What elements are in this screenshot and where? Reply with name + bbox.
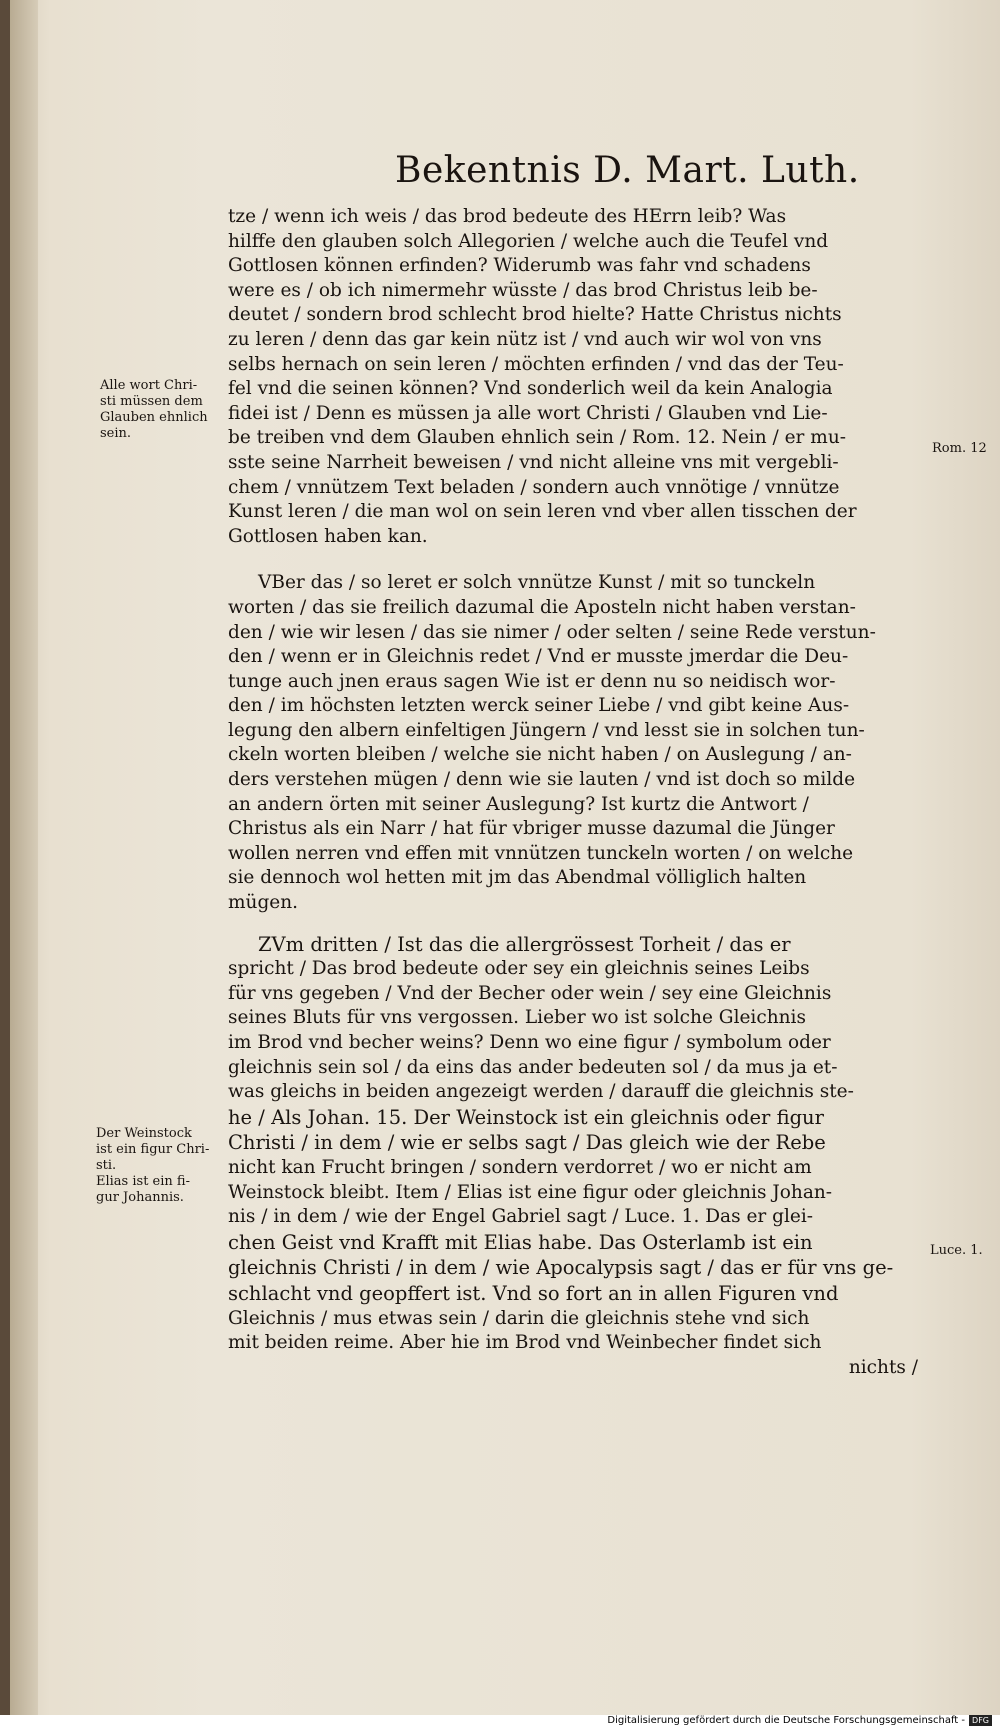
text-line: zu leren / denn das gar kein nütz ist / vnd auch wir wol von vns bbox=[228, 328, 822, 350]
text-line: für vns gegeben / Vnd der Becher oder wein / sey eine Gleichnis bbox=[228, 982, 832, 1004]
text-line: Gottlosen können erfinden? Widerumb was fahr vnd schadens bbox=[228, 255, 811, 277]
text-line: ZVm dritten / Ist das die allergrössest Torheit / das er bbox=[258, 932, 791, 956]
marginal-note-line: Glauben ehnlich bbox=[100, 410, 208, 425]
text-line: legung den albern einfeltigen Jüngern / vnd lesst sie in solchen tun- bbox=[228, 719, 865, 741]
text-line: chen Geist vnd Krafft mit Elias habe. Das Osterlamb ist ein bbox=[228, 1230, 813, 1254]
text-line: sste seine Narrheit beweisen / vnd nicht alleine vns mit vergebli- bbox=[228, 451, 839, 473]
text-line: deutet / sondern brod schlecht brod hielte? Hatte Christus nichts bbox=[228, 304, 842, 326]
paragraph-gap bbox=[228, 549, 928, 571]
body-text bbox=[228, 205, 928, 1380]
text-line: mit beiden reime. Aber hie im Brod vnd Weinbecher findet sich bbox=[228, 1332, 822, 1354]
marginal-note-line: gur Johannis. bbox=[96, 1190, 184, 1205]
text-line: tunge auch jnen eraus sagen Wie ist er denn nu so neidisch wor- bbox=[228, 670, 836, 692]
text-line: he / Als Johan. 15. Der Weinstock ist ein gleichnis oder figur bbox=[228, 1105, 824, 1129]
text-line: were es / ob ich nimermehr wüsste / das brod Christus leib be- bbox=[228, 279, 818, 301]
text-line: gleichnis sein sol / da eins das ander bedeuten sol / da mus ja et- bbox=[228, 1056, 838, 1078]
text-line: wollen nerren vnd effen mit vnnützen tunckeln worten / on welche bbox=[228, 842, 854, 864]
text-line: Weinstock bleibt. Item / Elias ist eine figur oder gleichnis Johan- bbox=[228, 1181, 833, 1203]
text-line: nichts / bbox=[848, 1356, 918, 1378]
text-line: Christi / in dem / wie er selbs sagt / Das gleich wie der Rebe bbox=[228, 1131, 826, 1155]
marginal-note-rom: Rom. 12 bbox=[932, 441, 987, 456]
text-line: be treiben vnd dem Glauben ehnlich sein / Rom. 12. Nein / er mu- bbox=[228, 427, 846, 449]
text-line: ders verstehen mügen / denn wie sie lauten / vnd ist doch so milde bbox=[228, 769, 856, 791]
text-line: seines Bluts für vns vergossen. Lieber wo ist solche Gleichnis bbox=[228, 1007, 806, 1029]
page-gutter bbox=[10, 0, 38, 1715]
dfg-logo: DFG bbox=[969, 1715, 992, 1726]
text-line: im Brod vnd becher weins? Denn wo eine figur / symbolum oder bbox=[228, 1032, 831, 1053]
text-line: Gleichnis / mus etwas sein / darin die gleichnis stehe vnd sich bbox=[228, 1307, 810, 1329]
footer-credit: Digitalisierung gefördert durch die Deutsche Forschungsgemeinschaft - bbox=[607, 1715, 966, 1726]
text-line: worten / das sie freilich dazumal die Aposteln nicht haben verstan- bbox=[228, 596, 856, 618]
text-line: Gottlosen haben kan. bbox=[228, 525, 428, 547]
marginal-note-line: sein. bbox=[100, 426, 132, 441]
text-line: ckeln worten bleiben / welche sie nicht haben / on Auslegung / an- bbox=[228, 744, 852, 766]
text-line: chem / vnnützem Text beladen / sondern auch vnnötige / vnnütze bbox=[228, 476, 840, 498]
text-line: mügen. bbox=[228, 892, 299, 914]
marginal-note-line: sti müssen dem bbox=[100, 394, 203, 409]
paragraph-gap bbox=[228, 916, 928, 932]
marginal-note-line: ist ein figur Chri- bbox=[96, 1142, 210, 1157]
marginal-note-line: sti. bbox=[96, 1158, 117, 1173]
marginal-note-2 bbox=[96, 1126, 209, 1206]
text-line: tze / wenn ich weis / das brod bedeute des HErrn leib? Was bbox=[228, 206, 787, 227]
digitization-footer bbox=[0, 1715, 1000, 1727]
text-line: nicht kan Frucht bringen / sondern verdorret / wo er nicht am bbox=[228, 1156, 812, 1178]
marginal-note-line: Elias ist ein fi- bbox=[96, 1174, 190, 1189]
text-line: Kunst leren / die man wol on sein leren vnd vber allen tisschen der bbox=[228, 501, 857, 523]
text-line: Christus als ein Narr / hat für vbriger musse dazumal die Jünger bbox=[228, 818, 835, 840]
text-line: schlacht vnd geopffert ist. Vnd so fort an in allen Figuren vnd bbox=[228, 1281, 839, 1305]
text-line: selbs hernach on sein leren / möchten erfinden / vnd das der Teu- bbox=[228, 353, 844, 375]
text-line: gleichnis Christi / in dem / wie Apocalypsis sagt / das er für vns ge- bbox=[228, 1256, 894, 1280]
text-line: was gleichs in beiden angezeigt werden / darauff die gleichnis ste- bbox=[228, 1081, 854, 1103]
text-line: nis / in dem / wie der Engel Gabriel sagt / Luce. 1. Das er glei- bbox=[228, 1206, 813, 1228]
text-line: den / wie wir lesen / das sie nimer / oder selten / seine Rede verstun- bbox=[228, 621, 876, 643]
running-head: Bekentnis D. Mart. Luth. bbox=[395, 150, 860, 191]
marginal-note-line: Alle wort Chri- bbox=[100, 378, 198, 393]
marginal-note-1 bbox=[100, 378, 208, 442]
marginal-note-luce: Luce. 1. bbox=[930, 1243, 983, 1258]
text-line: fel vnd die seinen können? Vnd sonderlich weil da kein Analogia bbox=[228, 378, 833, 400]
text-line: VBer das / so leret er solch vnnütze Kunst / mit so tunckeln bbox=[258, 572, 816, 594]
text-line: fidei ist / Denn es müssen ja alle wort Christi / Glauben vnd Lie- bbox=[228, 402, 828, 424]
text-line: hilffe den glauben solch Allegorien / welche auch die Teufel vnd bbox=[228, 230, 829, 252]
text-line: an andern örten mit seiner Auslegung? Ist kurtz die Antwort / bbox=[228, 793, 809, 815]
book-edge bbox=[0, 0, 10, 1715]
text-line: den / im höchsten letzten werck seiner Liebe / vnd gibt keine Aus- bbox=[228, 695, 850, 717]
marginal-note-line: Der Weinstock bbox=[96, 1126, 192, 1141]
text-line: spricht / Das brod bedeute oder sey ein gleichnis seines Leibs bbox=[228, 958, 810, 980]
text-line: den / wenn er in Gleichnis redet / Vnd er musste jmerdar die Deu- bbox=[228, 646, 849, 668]
text-line: sie dennoch wol hetten mit jm das Abendmal völliglich halten bbox=[228, 867, 807, 889]
